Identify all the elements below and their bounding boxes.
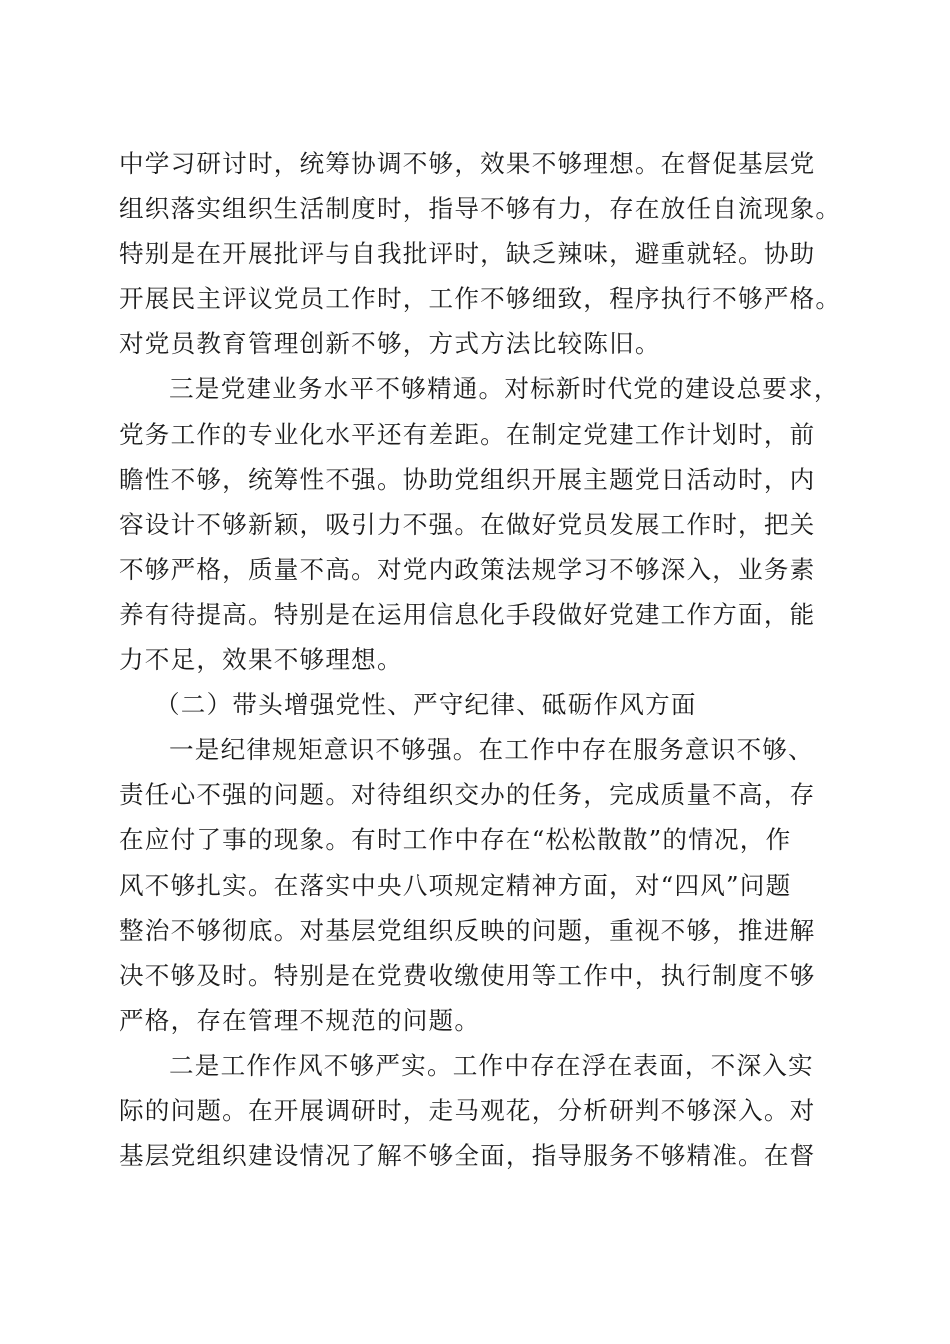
text-line: 基层党组织建设情况了解不够全面，指导服务不够精准。在督 (119, 1141, 816, 1171)
document-body (119, 141, 842, 1178)
text-line: 容设计不够新颖，吸引力不强。在做好党员发展工作时，把关 (119, 509, 816, 539)
text-line: 党务工作的专业化水平还有差距。在制定党建工作计划时，前 (119, 419, 816, 449)
text-line: 不够严格，质量不高。对党内政策法规学习不够深入，业务素 (119, 554, 816, 584)
text-line: 风不够扎实。在落实中央八项规定精神方面，对“四风”问题 (119, 870, 792, 900)
text-line: 决不够及时。特别是在党费收缴使用等工作中，执行制度不够 (119, 960, 816, 990)
text-line: 中学习研讨时，统筹协调不够，效果不够理想。在督促基层党 (119, 149, 816, 178)
text-line: 瞻性不够，统筹性不强。协助党组织开展主题党日活动时，内 (119, 464, 816, 494)
text-line: 在应付了事的现象。有时工作中存在“松松散散”的情况，作 (119, 825, 792, 855)
text-line: 组织落实组织生活制度时，指导不够有力，存在放任自流现象。 (119, 194, 842, 224)
paragraph-start-line: 三是党建业务水平不够精通。对标新时代党的建设总要求， (169, 374, 840, 404)
text-line: 际的问题。在开展调研时，走马观花，分析研判不够深入。对 (119, 1095, 816, 1125)
paragraph-start-line: 二是工作作风不够严实。工作中存在浮在表面，不深入实 (169, 1050, 814, 1080)
text-line: 整治不够彻底。对基层党组织反映的问题，重视不够，推进解 (119, 915, 816, 945)
text-line: 责任心不强的问题。对待组织交办的任务，完成质量不高，存 (119, 780, 816, 810)
text-line: 养有待提高。特别是在运用信息化手段做好党建工作方面，能 (119, 599, 816, 629)
text-line: 对党员教育管理创新不够，方式方法比较陈旧。 (119, 329, 661, 359)
section-heading: （二）带头增强党性、严守纪律、砥砺作风方面 (155, 690, 697, 720)
text-line: 特别是在开展批评与自我批评时，缺乏辣味，避重就轻。协助 (119, 239, 816, 269)
paragraph-start-line: 一是纪律规矩意识不够强。在工作中存在服务意识不够、 (169, 735, 814, 765)
text-line: 严格，存在管理不规范的问题。 (119, 1005, 481, 1035)
text-line: 开展民主评议党员工作时，工作不够细致，程序执行不够严格。 (119, 284, 842, 314)
text-line: 力不足，效果不够理想。 (119, 645, 403, 675)
